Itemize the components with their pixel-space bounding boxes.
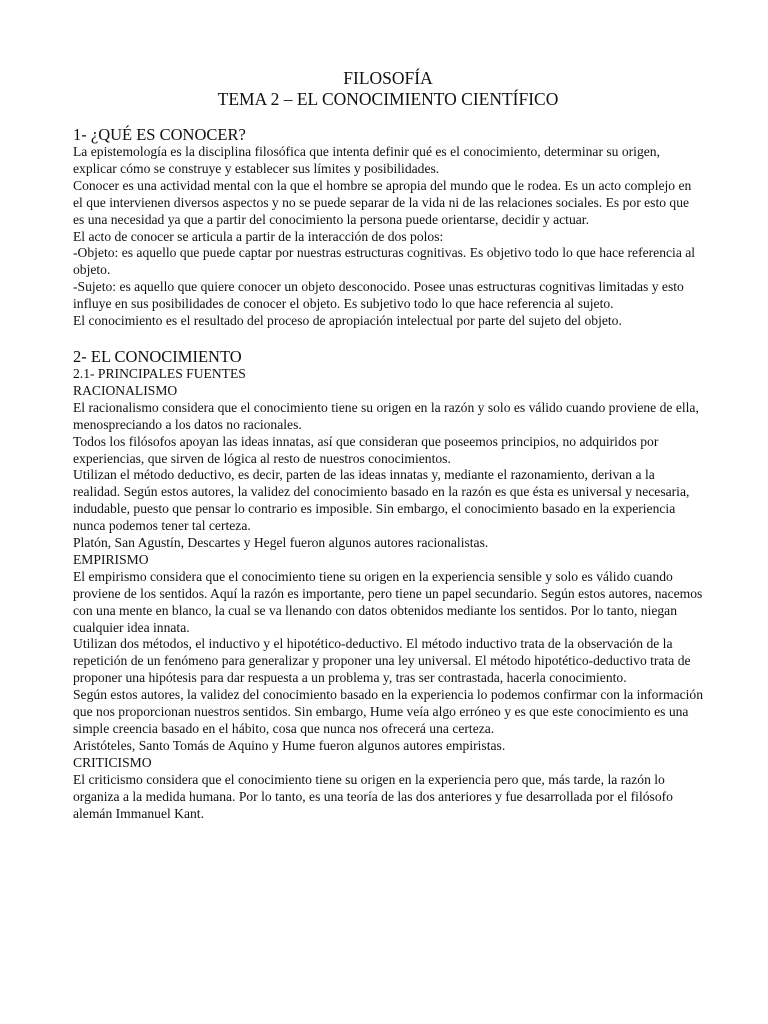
paragraph: La epistemología es la disciplina filosófica que intenta definir qué es el conocimiento, determinar su origen, explicar cómo se construye y establecer sus límites y posibilidades. [73, 144, 660, 176]
section-heading: 2- EL CONOCIMIENTO [73, 346, 242, 366]
paragraph: -Objeto: es aquello que puede captar por nuestras estructuras cognitivas. Es objetivo todo lo que hace referencia al objeto. [73, 245, 696, 278]
paragraph: El criticismo considera que el conocimiento tiene su origen en la experiencia pero que, más tarde, la razón lo organiza a la medida humana. Por lo tanto, es una teoría de las dos anteriores y fue desarrollada por el filósofo alemán Immanuel Kant. [73, 771, 673, 821]
empirismo-label: EMPIRISMO [73, 551, 149, 567]
racionalismo-label: RACIONALISMO [73, 382, 178, 398]
paragraph: Utilizan el método deductivo, es decir, parten de las ideas innatas y, mediante el razonamiento, derivan a la realidad. Según estos autores, la validez del conocimiento basado en la razón es que ésta es universal y necesaria, indudable, puesto que pensar lo contrario es imposible. Sin embargo, el conocimiento basado en la experiencia nunca podemos tener tal certeza. [73, 467, 690, 534]
section-heading: 1- ¿QUÉ ES CONOCER? [73, 125, 246, 144]
paragraph: -Sujeto: es aquello que quiere conocer un objeto desconocido. Posee unas estructuras cognitivas limitadas y esto influye en sus posibilidades de conocer el objeto. Es subjetivo todo lo que hace referencia al sujeto. [73, 279, 684, 312]
paragraph: Según estos autores, la validez del conocimiento basado en la experiencia lo podemos confirmar con la información que nos proporcionan nuestros sentidos. Sin embargo, Hume veía algo erróneo y es que este conocimiento es una simple creencia basado en el hábito, cosa que nunca nos ofrecerá una certeza. [73, 687, 704, 736]
document-subtitle: TEMA 2 – EL CONOCIMIENTO CIENTÍFICO [217, 89, 559, 109]
document-page [73, 68, 703, 822]
paragraph: Todos los filósofos apoyan las ideas innatas, así que consideran que poseemos principios, no adquiridos por experiencias, que sirven de lógica al resto de nuestros conocimientos. [73, 433, 659, 466]
paragraph: Platón, San Agustín, Descartes y Hegel fueron algunos autores racionalistas. [73, 535, 489, 551]
paragraph: El conocimiento es el resultado del proceso de apropiación intelectual por parte del sujeto del objeto. [73, 313, 622, 329]
criticismo-label: CRITICISMO [73, 754, 152, 770]
paragraph: Utilizan dos métodos, el inductivo y el hipotético-deductivo. El método inductivo trata de la observación de la repetición de un fenómeno para generalizar y proponer una ley universal. El método hipotético-deductivo trata de proponer una hipótesis para dar respuesta a un problema y, tras ser contrastada, hacerla conocimiento. [73, 636, 691, 686]
subsection-heading: 2.1- PRINCIPALES FUENTES [73, 365, 246, 381]
paragraph: El racionalismo considera que el conocimiento tiene su origen en la razón y solo es válido cuando proviene de ella, menospreciando a los datos no racionales. [73, 399, 699, 432]
section-el-conocimiento [73, 347, 703, 822]
paragraph: Aristóteles, Santo Tomás de Aquino y Hume fueron algunos autores empiristas. [73, 737, 506, 753]
paragraph: Conocer es una actividad mental con la que el hombre se apropia del mundo que le rodea. Es un acto complejo en el que intervienen diversos aspectos y no se puede separar de la vida ni de las relaciones sociales. Es por esto que es una necesidad ya que a partir del conocimiento la persona puede orientarse, decidir y actuar. [73, 177, 692, 227]
paragraph: El acto de conocer se articula a partir de la interacción de dos polos: [73, 228, 444, 244]
paragraph: El empirismo considera que el conocimiento tiene su origen en la experiencia sensible y solo es válido cuando proviene de los sentidos. Aquí la razón es importante, pero tiene un papel secundario. Según estos autores, nacemos con una mente en blanco, la cual se va llenando con datos obtenidos mediante los sentidos. Por lo tanto, niegan cualquier idea innata. [73, 568, 703, 635]
section-que-es-conocer [73, 125, 703, 330]
document-title: FILOSOFÍA [343, 68, 433, 88]
